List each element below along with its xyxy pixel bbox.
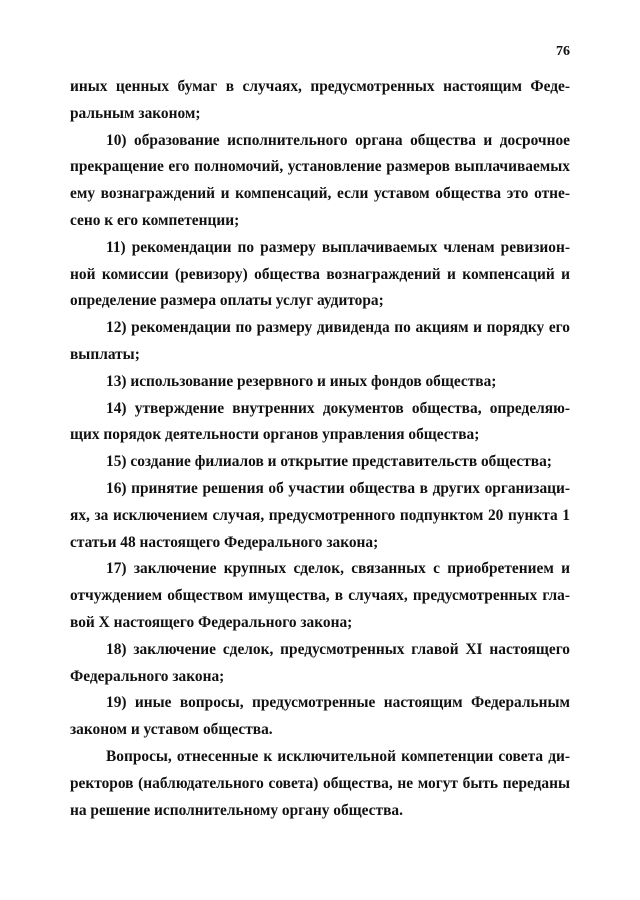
text-line: статьи 48 настоящего Федерального закона;	[70, 533, 379, 551]
text-line: Вопросы, отнесенные к исключительной компетенции совета ди-	[106, 747, 570, 765]
text-line: вой X настоящего Федерального закона;	[70, 613, 353, 631]
paragraph-continuation	[70, 74, 570, 128]
list-item-13	[70, 369, 570, 396]
page-number: 76	[556, 44, 570, 59]
text-line: ему вознаграждений и компенсаций, если уставом общества это отне-	[70, 185, 570, 203]
list-item-12	[70, 315, 570, 369]
list-item-17	[70, 556, 570, 636]
text-line: Федерального закона;	[70, 667, 225, 685]
text-line: ях, за исключением случая, предусмотренного подпунктом 20 пункта 1	[70, 506, 570, 524]
text-line: 18) заключение сделок, предусмотренных главой XI настоящего	[106, 640, 570, 658]
closing-paragraph	[70, 744, 570, 824]
list-item-11	[70, 235, 570, 315]
list-item-14	[70, 396, 570, 450]
text-line: иных ценных бумаг в случаях, предусмотренных настоящим Феде-	[70, 78, 570, 95]
text-line: 19) иные вопросы, предусмотренные настоящим Федеральным	[106, 694, 570, 712]
list-item-19	[70, 690, 570, 744]
text-line: 12) рекомендации по размеру дивиденда по акциям и порядку его	[106, 319, 570, 337]
list-item-18	[70, 637, 570, 691]
text-line: щих порядок деятельности органов управления общества;	[70, 426, 480, 444]
text-line: выплаты;	[70, 345, 140, 363]
text-line: ральным законом;	[70, 104, 201, 122]
text-line: прекращение его полномочий, установление размеров выплачиваемых	[70, 158, 570, 176]
list-item-16	[70, 476, 570, 556]
text-line: 13) использование резервного и иных фондов общества;	[106, 372, 497, 390]
text-line: 10) образование исполнительного органа общества и досрочное	[106, 131, 570, 149]
text-line: 17) заключение крупных сделок, связанных с приобретением и	[106, 560, 570, 578]
text-line: 14) утверждение внутренних документов общества, определяю-	[106, 399, 570, 417]
text-line: законом и уставом общества.	[70, 721, 273, 739]
text-line: отчуждением обществом имущества, в случаях, предусмотренных гла-	[70, 587, 570, 605]
list-item-10	[70, 128, 570, 235]
list-item-15	[70, 449, 570, 476]
text-line: ной комиссии (ревизору) общества вознаграждений и компенсаций и	[70, 265, 570, 283]
text-line: 11) рекомендации по размеру выплачиваемых членам ревизион-	[106, 238, 570, 256]
document-body	[70, 74, 570, 824]
text-line: ректоров (наблюдательного совета) общества, не могут быть переданы	[70, 774, 570, 792]
text-line: 16) принятие решения об участии общества в других организаци-	[106, 479, 570, 497]
text-line: на решение исполнительному органу общества.	[70, 801, 403, 819]
text-line: сено к его компетенции;	[70, 211, 240, 229]
text-line: определение размера оплаты услуг аудитора;	[70, 292, 384, 310]
text-line: 15) создание филиалов и открытие представительств общества;	[106, 453, 552, 471]
